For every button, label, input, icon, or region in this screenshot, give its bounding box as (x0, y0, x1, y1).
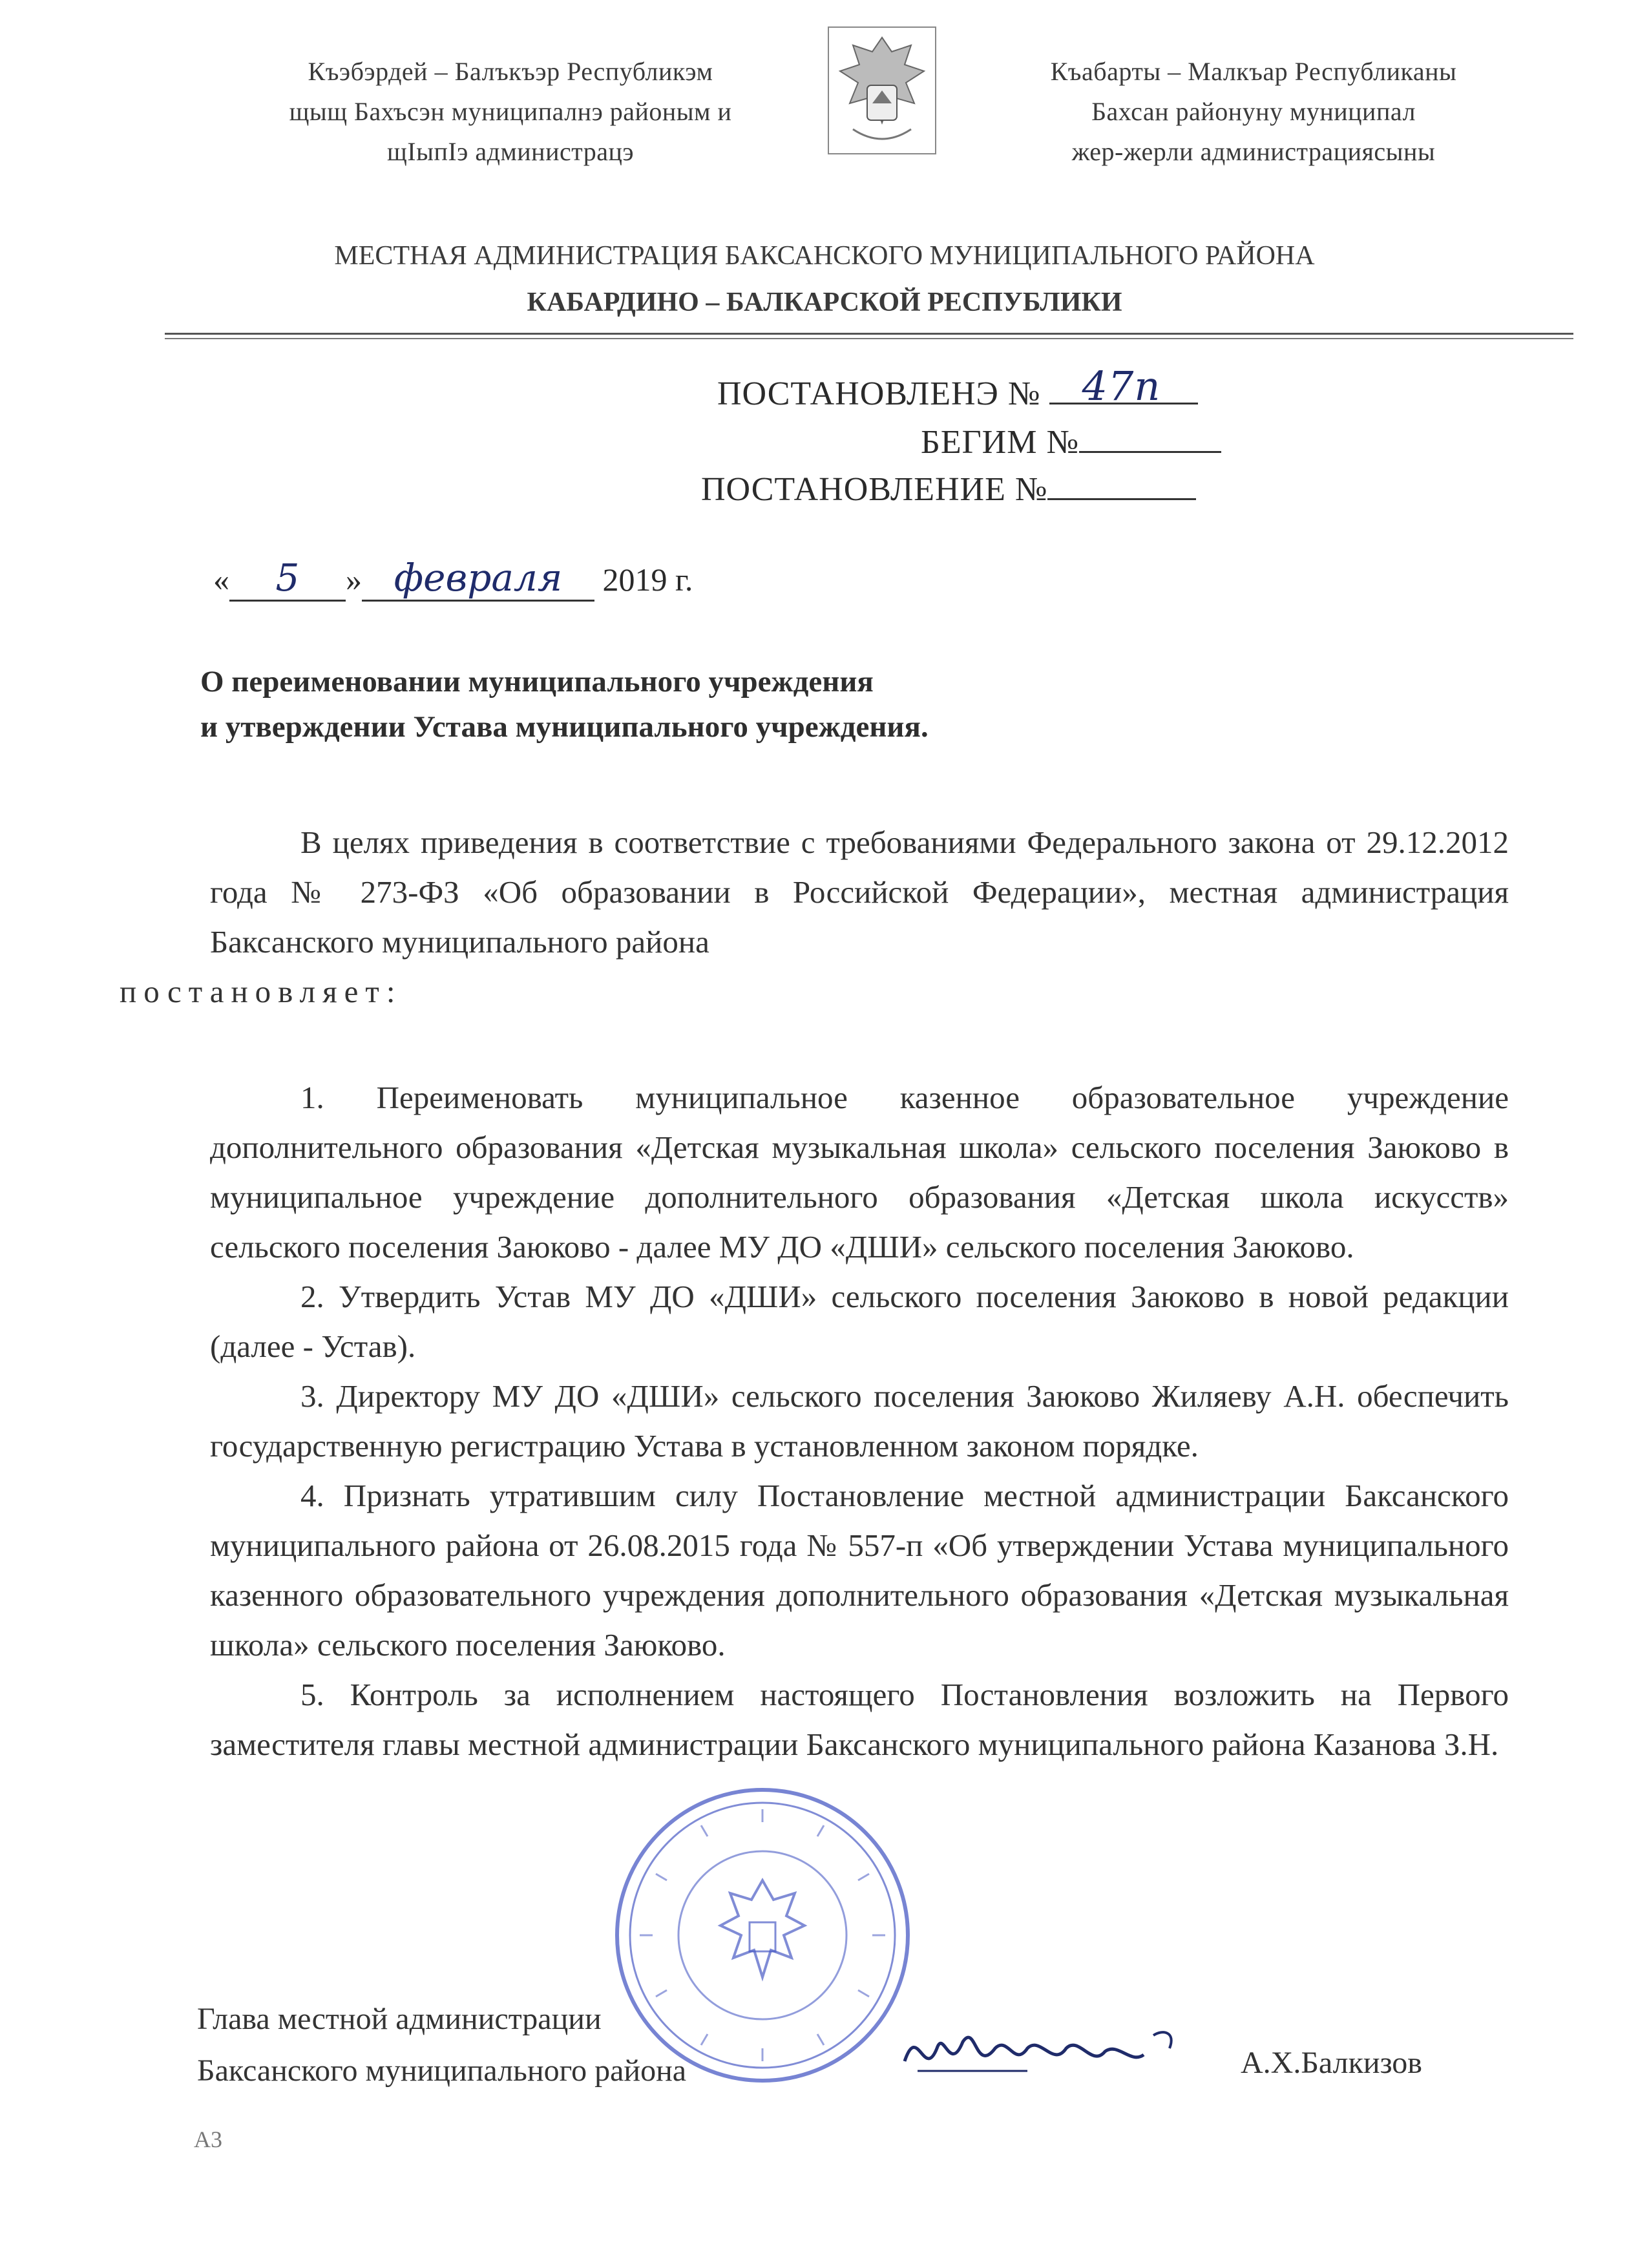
decree-number-balkar (921, 423, 1221, 461)
administration-title-line-1: МЕСТНАЯ АДМИНИСТРАЦИЯ БАКСАНСКОГО МУНИЦИПАЛЬНОГО РАЙОНА (334, 241, 1315, 271)
administration-title (0, 233, 1649, 326)
decree-item-4: 4. Признать утратившим силу Постановление местной администрации Баксанского муниципального района от 26.08.2015 года № 557-п «Об утверждении Устава муниципального казенного образовательного учреждения дополнительного образования «Детская музыкальная школа» сельского поселения Заюково. (210, 1478, 1509, 1663)
coat-of-arms-emblem-icon (827, 26, 937, 155)
preamble (120, 817, 1509, 1016)
administration-title-line-2: КАБАРДИНО – БАЛКАРСКОЙ РЕСПУБЛИКИ (527, 288, 1122, 317)
decree-blank-russian (1047, 472, 1196, 500)
header-divider (165, 333, 1573, 335)
header-left-line-1: Къэбэрдей – Балъкъэр Республикэм (308, 57, 713, 86)
signature-position-line-1: Глава местной администрации (197, 2002, 602, 2036)
subject-line-1: О переименовании муниципального учреждения (200, 665, 874, 698)
date-month-handwritten: февраля (394, 556, 563, 600)
preamble-text: В целях приведения в соответствие с требованиями Федерального закона от 29.12.2012 года № 273-ФЗ «Об образовании в Российской Федерации», местная администрация Баксанского муниципального района (210, 824, 1509, 960)
header-left-line-2: щыщ Бахъсэн муниципалнэ районым и (289, 97, 732, 126)
handwritten-signature (898, 2010, 1195, 2094)
decree-item-3: 3. Директору МУ ДО «ДШИ» сельского поселения Заюково Жиляеву А.Н. обеспечить государственную регистрацию Устава в установленном законом порядке. (210, 1378, 1509, 1464)
signature-block (197, 1993, 686, 2097)
decree-item-1: 1. Переименовать муниципальное казенное образовательное учреждение дополнительного образования «Детская музыкальная школа» сельского поселения Заюково в муниципальное учреждение дополнительного образования «Детская школа искусств» сельского поселения Заюково - далее МУ ДО «ДШИ» сельского поселения Заюково. (210, 1080, 1509, 1265)
decree-label-balkar: БЕГИМ № (921, 424, 1080, 461)
decree-label-russian: ПОСТАНОВЛЕНИЕ № (701, 471, 1048, 508)
date-open-quote: « (213, 562, 229, 598)
preamble-resolves: постановляет: (120, 974, 403, 1009)
header-right-balkar (963, 52, 1544, 172)
decree-date (213, 556, 693, 602)
date-year: 2019 г. (602, 562, 693, 598)
decree-number-field (1049, 362, 1198, 410)
document-footer-code: А3 (194, 2126, 222, 2152)
header-divider-thin (165, 338, 1573, 339)
decree-blank-balkar (1079, 425, 1221, 453)
date-day-handwritten: 5 (275, 556, 300, 600)
decree-subject (200, 659, 929, 750)
subject-line-2: и утверждении Устава муниципального учреждения. (200, 710, 929, 744)
header-right-line-2: Бахсан районуну муниципал (1091, 97, 1416, 126)
signature-position-line-2: Баксанского муниципального района (197, 2053, 687, 2088)
decree-label-kabardian: ПОСТАНОВЛЕНЭ № (717, 375, 1041, 412)
date-month-field (362, 556, 594, 602)
decree-number-kabardian (717, 362, 1198, 413)
decree-item-5: 5. Контроль за исполнением настоящего Постановления возложить на Первого заместителя главы местной администрации Баксанского муниципального района Казанова З.Н. (210, 1677, 1509, 1762)
decree-item-2: 2. Утвердить Устав МУ ДО «ДШИ» сельского поселения Заюково в новой редакции (далее - Устав). (210, 1279, 1509, 1364)
decree-number-russian (701, 470, 1196, 509)
signer-name: А.Х.Балкизов (1241, 2046, 1422, 2080)
decree-items (210, 1073, 1509, 1769)
date-day-field (229, 556, 346, 602)
date-close-quote: » (346, 562, 362, 598)
header-right-line-3: жер-жерли администрациясыны (1071, 137, 1436, 166)
decree-number-handwritten: 47п (1082, 362, 1161, 410)
header-left-kabardian (220, 52, 801, 172)
header-left-line-3: щIыпIэ администрацэ (386, 137, 635, 166)
header-right-line-1: Къабарты – Малкъар Республиканы (1050, 57, 1457, 86)
